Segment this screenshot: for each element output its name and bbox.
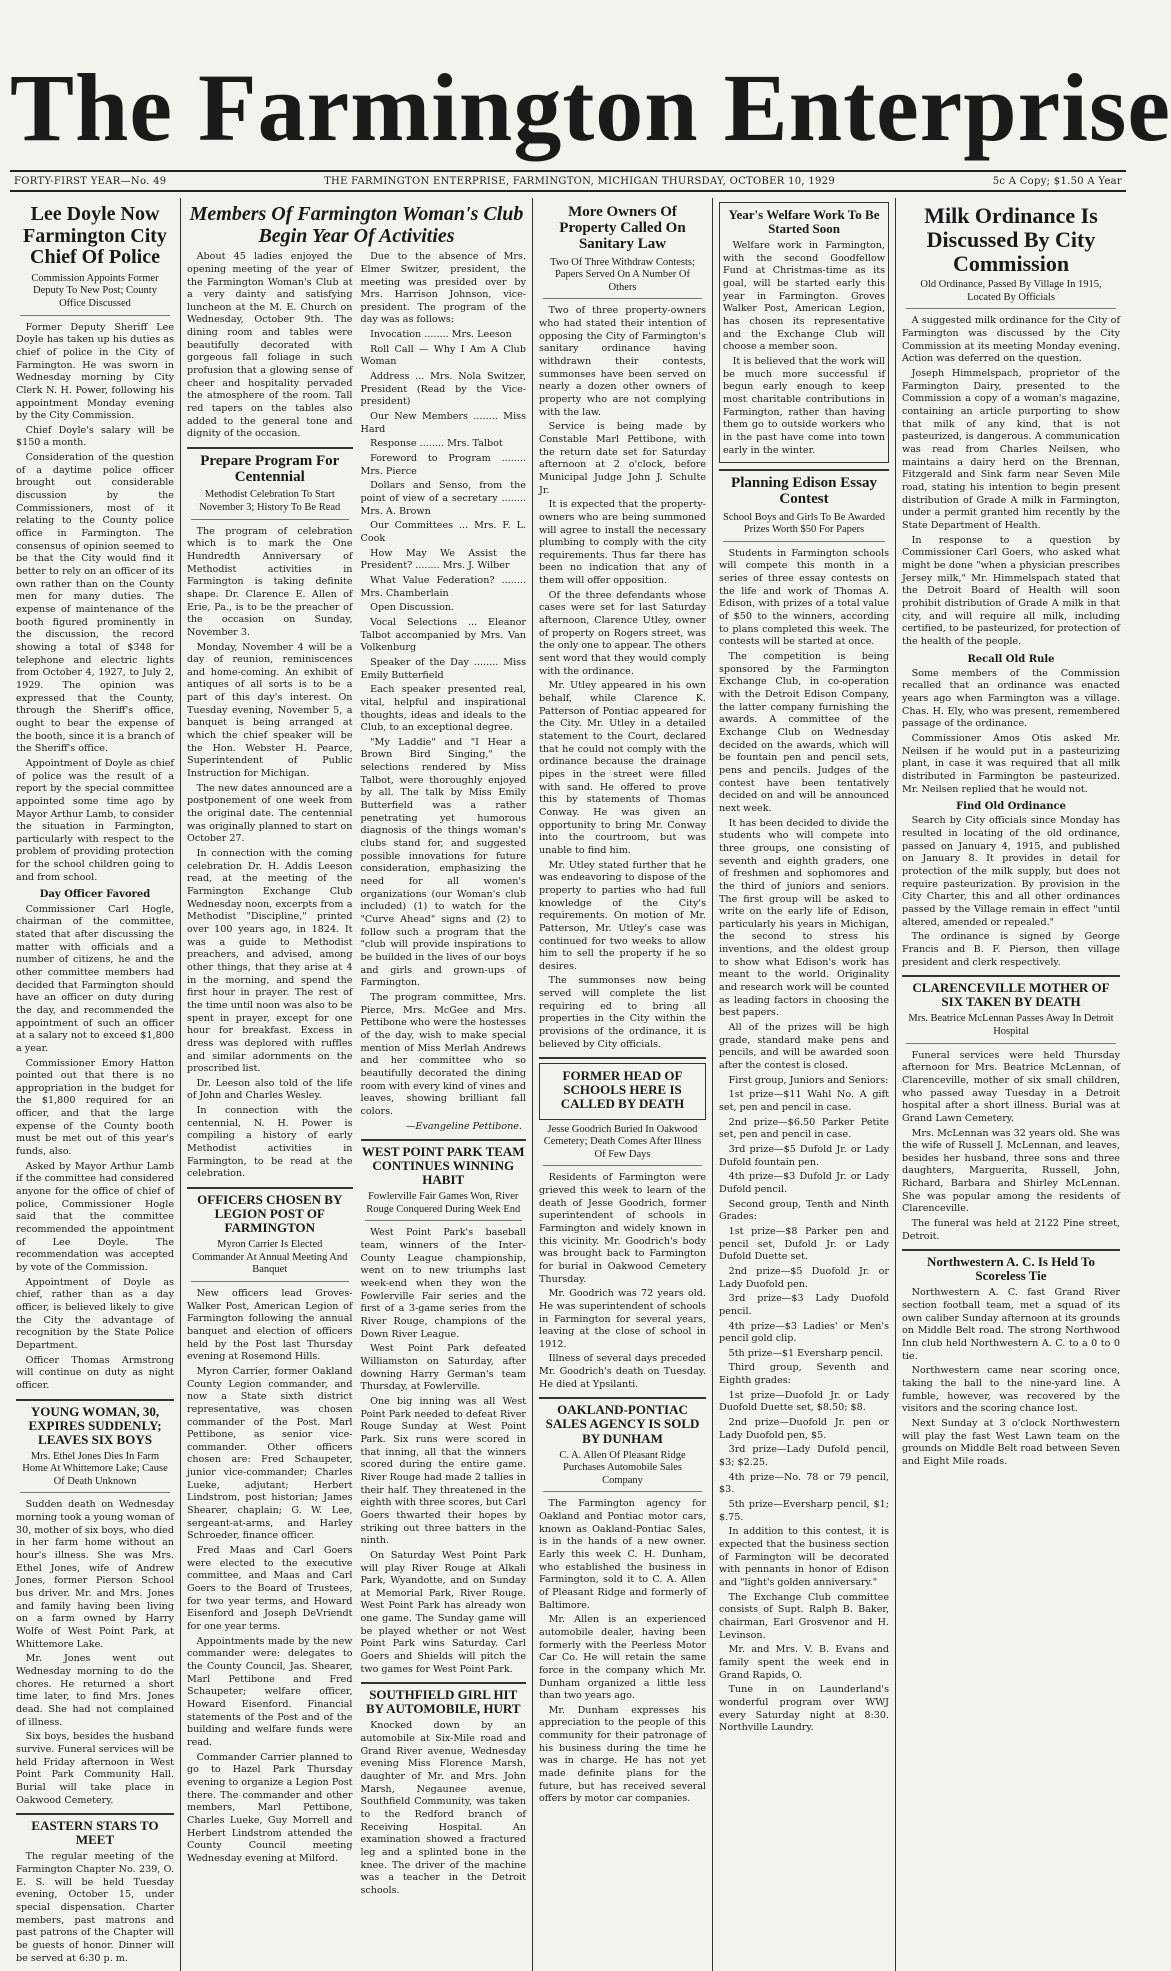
paragraph: It has been decided to divide the students who will compete into three groups, one consisting of seventh and eighth graders, one of freshmen and sophomores and the third of juniors and seniors. The first group will be asked to write on the early life of Edison, particularly his years in Michigan, the second to stress his inventions, and the oldest group to show what Edison's work has meant to the world. Originality and research work will be counted as leading factors in choosing the best papers.: [719, 817, 889, 1019]
divider: [719, 469, 889, 471]
edison-body: [719, 548, 889, 1073]
doyle-deck: Commission Appoints Former Deputy To New Post; County Office Discussed: [20, 273, 170, 316]
divider: [187, 447, 353, 449]
paragraph: "My Laddie" and "I Hear a Brown Bird Singing," the selections rendered by Miss Talbot, were thoroughly enjoyed by all. The talk by Miss Emily Butterfield was a rather penetrating yet humorous diagnosis of the things woman's clubs stand for, and suggested possible innovations for future consideration, emphasizing the need for all women's organizations (our Woman's club included) (1) to watch for the "Curve Ahead" signs and (2) to follow such a program that the "club will provide inspirations to be builded in the lives of our boys and girls and grown-ups of Farmington.: [360, 736, 526, 989]
paragraph: In connection with the centennial, N. H. Power is compiling a history of early Methodist activities in Farmington, to be read at the celebration.: [187, 1105, 353, 1180]
paragraph: Foreword to Program ........ Mrs. Pierce: [360, 453, 526, 477]
owners-body: [539, 305, 706, 1051]
paragraph: What Value Federation? ........ Mrs. Chamberlain: [360, 574, 526, 599]
column-5: [896, 198, 1126, 1971]
milk-subhead-1: Recall Old Rule: [967, 653, 1055, 665]
edison-headline: Planning Edison Essay Contest: [731, 475, 877, 508]
edison-deck: School Boys and Girls To Be Awarded Prizes Worth $50 For Papers: [723, 512, 885, 542]
paragraph: Welfare work in Farmington, with the second Goodfellow Fund at Christmas-time as its goal, will be started early this year in Farmington. Groves Walker Post, American Legion, has chosen its representative and the Exchange Club will choose a member soon.: [723, 240, 885, 353]
oakland-pontiac-headline: OAKLAND-PONTIAC SALES AGENCY IS SOLD BY DUNHAM: [545, 1402, 700, 1446]
doyle-body-2: [16, 904, 174, 1393]
womans-club-body-right: [361, 251, 527, 1118]
paragraph: Mrs. McLennan was 32 years old. She was the wife of Russell J. McLennan, and leaves, besides her husband, three sons and three daughters, Marguerita, Russell, John, Richard, Barbara and Shirley McLennan. She was popular among the residents of Clarenceville.: [902, 1127, 1120, 1215]
paragraph: One big inning was all West Point Park needed to defeat River Rouge Sunday at West Point Park. Six runs were scored in that inning, all that the winners scored during the entire game. River Rouge had made 2 tallies in their half. They threatened in the eighth with three scores, but Carl Goers thwarted their hopes by striking out three batters in the ninth.: [360, 1395, 526, 1547]
paragraph: West Point Park defeated Williamston on Saturday, after downing Harry German's team Thursday, at Fowlerville.: [360, 1343, 526, 1393]
paragraph: Appointments made by the new commander were: delegates to the County Council, Jas. Shearer, Marl Pettibone and Fred Schaupeter; welfare officer, Howard Eisenford. Financial statements of the Post and of the building and welfare funds were read.: [187, 1635, 353, 1748]
column-2: [181, 198, 533, 1971]
paragraph: Commissioner Amos Otis asked Mr. Neilsen if he would put in a pasteurizing plant, in case it was required that all milk distributed in Farmington be pasteurized. Mr. Neilsen replied that he would not.: [902, 732, 1120, 795]
paragraph: Two of three property-owners who had stated their intention of opposing the City of Farmington's sanitary ordinance having withdrawn their contests, summonses have been served on nearly a dozen other owners of property who are not complying with the law.: [539, 305, 706, 418]
paragraph: 4th prize—$3 Ladies' or Men's pencil gold clip.: [719, 1320, 889, 1345]
paragraph: Commander Carrier planned to go to Hazel Park Thursday evening to organize a Legion Post there. The commander and other members, Marl Pettibone, Charles Lueke, Guy Morrell and Herbert Lindstrom attended the County Council meeting Wednesday evening at Milford.: [187, 1751, 353, 1864]
former-head-deck: Jesse Goodrich Buried In Oakwood Cemetery; Death Comes After Illness Of Few Days: [543, 1124, 702, 1167]
paragraph: Mr. and Mrs. V. B. Evans and family spent the week end in Grand Rapids, O.: [719, 1644, 889, 1681]
paragraph: The funeral was held at 2122 Pine street, Detroit.: [902, 1218, 1120, 1242]
paragraph: The Exchange Club committee consists of Supt. Ralph B. Baker, chairman, Earl Grosvenor and H. Levinson.: [719, 1591, 889, 1641]
paragraph: Due to the absence of Mrs. Elmer Switzer, president, the meeting was presided over by Mrs. Harrison Johnson, vice-president. The program of the day was as follows:: [360, 251, 526, 326]
northwestern-body: [902, 1287, 1120, 1468]
west-point-deck: Fowlerville Fair Games Won, River Rouge Conquered During Week End: [365, 1191, 523, 1221]
paragraph: Some members of the Commission recalled that an ordinance was enacted years ago when Farmington was a village. Chas. H. Ely, who was present, remembered passage of the ordinance.: [902, 667, 1120, 730]
paragraph: The Farmington agency for Oakland and Pontiac motor cars, known as Oakland-Pontiac Sales, is in the hands of a new owner. Early this week C. H. Dunham, who established the business in Farmington, sold it to C. A. Allen of Pleasant Ridge and formerly of Baltimore.: [539, 1498, 706, 1611]
paragraph: Vocal Selections ... Eleanor Talbot accompanied by Mrs. Van Volkenburg: [360, 616, 526, 654]
edison-prizes: [719, 1075, 889, 1525]
paragraph: Illness of several days preceded Mr. Goodrich's death on Tuesday. He died at Ypsilanti.: [539, 1353, 706, 1390]
divider: [187, 1187, 353, 1189]
former-head-body: [539, 1172, 706, 1391]
column-4: [713, 198, 896, 1971]
paragraph: 1st prize—Duofold Jr. or Lady Duofold Duette set, $8.50; $8.: [719, 1389, 889, 1414]
legion-body: [187, 1288, 353, 1866]
paragraph: In response to a question by Commissioner Carl Goers, who asked what might be done "when a physician prescribes Jersey milk," Mr. Himmelspach stated that the Detroit Board of Health will soon prohibit distribution of Grade A milk in that city, and will require all milk, including certified, to be pasteurized, for protection of the health of the people.: [902, 534, 1120, 647]
paragraph: Monday, November 4 will be a day of reunion, reminiscences and home-coming. An exhibit of antiques of all sorts is to be a part of this day's interest. On Tuesday evening, November 5, a banquet is being arranged at which the chief speaker will be the Hon. Webster H. Pearce, Superintendent of Public Instruction for Michigan.: [187, 641, 353, 780]
paragraph: Response ........ Mrs. Talbot: [370, 438, 503, 450]
paragraph: 5th prize—Eversharp pencil, $1; $.75.: [719, 1499, 889, 1523]
womans-club-signature: —Evangeline Pettibone.: [405, 1120, 522, 1132]
paragraph: Of the three defendants whose cases were set for last Saturday afternoon, Clarence Utley, owner of property on Rogers street, was the only one to appear. The others sent word that they would comply with the ordinance.: [539, 589, 706, 677]
centennial-deck: Methodist Celebration To Start November 3; History To Be Read: [191, 489, 349, 519]
young-woman-deck: Mrs. Ethel Jones Dies In Farm Home At Whittemore Lake; Cause Of Death Unknown: [20, 1451, 170, 1494]
newspaper-title: The Farmington Enterprise: [10, 54, 1171, 161]
paragraph: Roll Call — Why I Am A Club Woman: [360, 343, 526, 368]
paragraph: 3rd prize—$3 Lady Duofold pencil.: [719, 1293, 889, 1317]
milk-headline: Milk Ordinance Is Discussed By City Commission: [924, 203, 1098, 276]
paragraph: Residents of Farmington were grieved this week to learn of the death of Jesse Goodrich, former superintendent of schools in Farmington and widely known in this vicinity. Mr. Goodrich's body was brought back to Farmington for burial in Oakwood Cemetery Thursday.: [539, 1172, 706, 1285]
paragraph: It is expected that the property-owners who are being summoned will agree to install the necessary plumbing to comply with the city requirements. Thus far there has been no indication that any of them will offer opposition.: [539, 499, 706, 587]
paragraph: Consideration of the question of a daytime police officer brought out considerable discussion by the Commissioners, most of it relating to the County police office in Farmington. The consensus of opinion seemed to be that the City would find it better to rely on an officer of its own rather than on the County men for many duties. The expense of maintenance of the booth figured prominently in the discussion, the record showing a total of $348 for telephone and electric lights from October 4, 1927, to July 2, 1929. The opinion was expressed that the County, through the Sheriff's office, ought to bear the expense of the booth, since it is a branch of the Sheriff's office.: [16, 452, 174, 755]
paragraph: It is believed that the work will be much more successful if begun early enough to keep most charitable contributions in Farmington, rather than having them go to outside workers who in the past have come into town early in the winter.: [723, 355, 885, 456]
paragraph: Mr. Utley stated further that he was endeavoring to dispose of the property to parties who had full knowledge of the City's requirements. On motion of Mr. Patterson, Mr. Utley's case was continued for two weeks to allow him to sell the property if he so desires.: [539, 859, 706, 972]
paragraph: Dollars and Senso, from the point of view of a secretary ........ Mrs. A. Brown: [360, 480, 526, 517]
welfare-body: [723, 240, 885, 457]
paragraph: Mr. Allen is an experienced automobile dealer, having been formerly with the Peerless Motor Car Co. He will retain the same force in the company which Mr. Dunham organized a little less than two years ago.: [539, 1614, 706, 1702]
column-1: [10, 198, 181, 1971]
paragraph: Tune in on Launderland's wonderful program over WWJ every Saturday night at 8:30. Northville Laundry.: [719, 1684, 889, 1734]
paragraph: Second group, Tenth and Ninth Grades:: [719, 1198, 889, 1223]
year-number: FORTY-FIRST YEAR—No. 49: [14, 175, 167, 187]
paragraph: How May We Assist the President? ........ Mrs. J. Wilber: [360, 547, 526, 572]
divider: [902, 975, 1120, 977]
welfare-box: [719, 202, 889, 463]
west-point-body: [361, 1227, 527, 1676]
masthead: [10, 0, 1171, 161]
young-woman-headline: YOUNG WOMAN, 30, EXPIRES SUDDENLY; LEAVES SIX BOYS: [28, 1403, 162, 1447]
paragraph: Next Sunday at 3 o'clock Northwestern will play the fast West Lawn team on the grounds on Middle Belt road between Seven and Eight Mile roads.: [902, 1418, 1120, 1467]
former-head-headline: FORMER HEAD OF SCHOOLS HERE IS CALLED BY DEATH: [560, 1068, 685, 1112]
paragraph: The program of celebration which is to mark the One Hundredth Anniversary of Methodist activities in Farmington is taking definite shape. Dr. Clarence E. Allen of Erie, Pa., is to be the preacher of the occasion on Sunday, November 3.: [187, 525, 353, 638]
paragraph: Asked by Mayor Arthur Lamb if the committee had considered anyone for the office of chief of police, Commissioner Hogle said that the committee recommended the appointment of Lee Doyle. The recommendation was accepted by vote of the Commission.: [16, 1160, 174, 1273]
paragraph: The summonses now being served will complete the list requiring ed to bring all properties in the City within the provisions of the ordinance, it is believed by City officials.: [539, 975, 706, 1050]
paragraph: Commissioner Emory Hatton pointed out that there is no appropriation in the budget for the $1,800 required for an officer, and that the large expense of the County booth must be met out of this year's funds, also.: [16, 1057, 174, 1158]
paragraph: Chief Doyle's salary will be $150 a month.: [16, 424, 174, 449]
paragraph: 4th prize—$3 Dufold Jr. or Lady Dufold pencil.: [719, 1171, 889, 1195]
paragraph: 2nd prize—$5 Duofold Jr. or Lady Duofold pen.: [719, 1265, 889, 1290]
eastern-stars-headline: EASTERN STARS TO MEET: [31, 1818, 159, 1848]
paragraph: All of the prizes will be high grade, standard make pens and pencils, and will be awarded soon after the contest is closed.: [719, 1022, 889, 1072]
paragraph: Commissioner Carl Hogle, chairman of the committee, stated that after discussing the matter with officials and a number of citizens, he and the other committee members had decided that Farmington should have an officer on duty during the day, and recommended the appointment of such an officer at a salary not to exceed $1,800 a year.: [16, 903, 174, 1054]
paragraph: Mr. Jones went out Wednesday morning to do the chores. He returned a short time later, to find Mrs. Jones dead. She had not complained of illness.: [16, 1653, 174, 1728]
divider: [539, 1397, 706, 1399]
southfield-girl-body: [361, 1720, 527, 1897]
paragraph: Sudden death on Wednesday morning took a young woman of 30, mother of six boys, who died in her farm home without an hour's illness. She was Mrs. Ethel Jones, wife of Andrew Jones, former Pierson School bus driver. Mr. and Mrs. Jones and family having been living on a farm owned by Harry Wolfe of West Point Park, at Whittemore Lake.: [16, 1499, 174, 1650]
paragraph: Mr. Dunham expresses his appreciation to the people of this community for their patronage of his business during the time he was in charge. He has not yet made definite plans for the future, but has received several offers by motor car companies.: [539, 1704, 706, 1805]
eastern-stars-body: [16, 1851, 174, 1965]
paragraph: In connection with the coming celebration Dr. H. Addis Leeson read, at the meeting of the Farmington Exchange Club Wednesday noon, excerpts from a Methodist "Discipline," printed over 100 years ago, in 1824. It was a guide to Methodist preachers, and advised, among other things, that they arise at 4 in the morning, and spend the first hour in prayer. The rest of the time until noon was also to be spent in prayer, except for one hour for breakfast. Excess in dress was deplored with ruffles and similar adornments on the proscribed list.: [187, 848, 353, 1075]
paragraph: 3rd prize—$5 Dufold Jr. or Lady Dufold fountain pen.: [719, 1143, 889, 1168]
divider: [361, 1139, 527, 1141]
paragraph: Dr. Leeson also told of the life of John and Charles Wesley.: [187, 1077, 353, 1102]
paragraph: 4th prize—No. 78 or 79 pencil, $3.: [719, 1471, 889, 1496]
paragraph: 5th prize—$1 Eversharp pencil.: [728, 1347, 884, 1359]
divider: [16, 1813, 174, 1815]
centennial-headline: Prepare Program For Centennial: [200, 453, 340, 486]
paragraph: The new dates announced are a postponement of one week from the original date. The centennial was originally planned to start on October 27.: [187, 782, 353, 845]
paragraph: A suggested milk ordinance for the City of Farmington was discussed by the City Commission at its meeting Monday evening. Action was deferred on the question.: [902, 315, 1120, 365]
paragraph: The program committee, Mrs. Pierce, Mrs. McGee and Mrs. Pettibone who were the hostesses of the day, wish to make special mention of Miss Merlah Andrews and her committee who so beautifully decorated the dining room with every kind of vines and leaves, showing brilliant fall colors.: [360, 991, 526, 1117]
paragraph: Northwestern came near scoring once, taking the ball to the nine-yard line. A fumble, however, was recovered by the visitors and the scoring chance lost.: [902, 1365, 1120, 1415]
womans-club-headline: Members Of Farmington Woman's Club Begin Year Of Activities: [189, 203, 524, 247]
paragraph: First group, Juniors and Seniors:: [728, 1074, 889, 1086]
paragraph: Former Deputy Sheriff Lee Doyle has taken up his duties as chief of police in the City of Farmington. He was sworn in Wednesday morning by City Clerk N. H. Power, following his appointment Monday evening by the City Commission.: [16, 321, 174, 422]
paragraph: 3rd prize—Lady Dufold pencil, $3; $2.25.: [719, 1444, 889, 1469]
milk-subhead-2: Find Old Ordinance: [956, 801, 1066, 813]
paragraph: Search by City officials since Monday has resulted in locating of the old ordinance, passed on January 4, 1915, and published on January 8. It provides in detail for protection of the milk supply, but does not require pasteurization. By provision in the City Charter, this and all other ordinances passed by the Village remain in effect "until altered, amended or repealed.": [902, 815, 1120, 928]
dateline-text: THE FARMINGTON ENTERPRISE, FARMINGTON, MICHIGAN THURSDAY, OCTOBER 10, 1929: [324, 175, 835, 187]
paragraph: About 45 ladies enjoyed the opening meeting of the year of the Farmington Woman's Club at a very dainty and satisfying luncheon at the M. E. Church on Wednesday, October 9th. The dining room and tables were beautifully decorated with gorgeous fall foliage in such profusion that a glowing sense of cheer and hospitality pervaded the atmosphere of the room. Tall red tapers on the tables also added to the general tone and dignity of the occasion.: [187, 251, 353, 440]
divider: [539, 1057, 706, 1059]
columns: [10, 198, 1126, 1964]
legion-headline: OFFICERS CHOSEN BY LEGION POST OF FARMINGTON: [197, 1192, 343, 1236]
paragraph: Funeral services were held Thursday afternoon for Mrs. Beatrice McLennan, of Clarenceville, mother of six small children, who passed away Tuesday in a Detroit hospital after a short illness. Burial was at Grand Lawn Cemetery.: [902, 1049, 1120, 1124]
paragraph: Students in Farmington schools will compete this month in a series of three essay contests on the life and work of Thomas A. Edison, with prizes of a total value of $50 to the winners, according to plans completed this week. The contests will be started at once.: [719, 547, 889, 648]
clarenceville-deck: Mrs. Beatrice McLennan Passes Away In Detroit Hospital: [906, 1013, 1116, 1043]
doyle-body: [16, 322, 174, 885]
paragraph: Joseph Himmelspach, proprietor of the Farmington Dairy, presented to the Commission a copy of a woman's magazine, containing an article purporting to show that milk of any kind, that is not pasteurized, is dangerous. A communication was read from Charles Neilsen, who maintains a dairy herd on the Brennan, Fitzgerald and Sink farm near Seven Mile road, stating his intention to begin present distribution of Grade A milk in Farmington, under a permit granted him recently by the State Department of Health.: [902, 368, 1120, 531]
paragraph: 2nd prize—Duofold Jr. pen or Lady Duofold pen, $5.: [719, 1417, 889, 1441]
paragraph: 1st prize—$8 Parker pen and pencil set, Dufold Jr. or Lady Dufold Duette set.: [719, 1225, 889, 1263]
paragraph: Speaker of the Day ........ Miss Emily Butterfield: [360, 656, 526, 681]
milk-body: [902, 315, 1120, 648]
paragraph: Mr. Utley appeared in his own behalf, while Clarence K. Patterson of Pontiac appeared for the City. Mr. Utley in a detailed statement to the Court, declared that he could not comply with the ordinance because the drainage pipes in the street were filled with sand. He offered to prove this by statements of Thomas Conway. He was given an opportunity to bring Mr. Conway into the courtroom, but was unable to find him.: [539, 680, 706, 856]
paragraph: On Saturday West Point Park will play River Rouge at Alkali Park, Wyandotte, and on Sunday at Memorial Park, River Rouge. West Point Park has already won one game. The Sunday game will be played whether or not West Point Park wins Saturday. Carl Goers and Shields will pitch the two games for West Point Park.: [360, 1549, 526, 1675]
legion-deck: Myron Carrier Is Elected Commander At Annual Meeting And Banquet: [191, 1239, 349, 1282]
paragraph: Knocked down by an automobile at Six-Mile road and Grand River avenue, Wednesday evening Miss Florence Marsh, daughter of Mr. and Mrs. John Marsh, Negaunee avenue, Southfield Community, was taken to the Redford branch of Receiving Hospital. An examination showed a fractured leg and a splinted bone in the knee. The driver of the machine was a teacher in the Detroit schools.: [360, 1720, 526, 1896]
welfare-headline: Year's Welfare Work To Be Started Soon: [728, 207, 880, 237]
paragraph: Address ... Mrs. Nola Switzer, President (Read by the Vice-president): [360, 371, 526, 408]
paragraph: Appointment of Doyle as chief of police was the result of a report by the special committee appointed some time ago by Mayor Arthur Lamb, to consider the situation in Farmington, particularly with respect to the problem of providing protection for the school children going to and from school.: [16, 757, 174, 883]
paragraph: 2nd prize—$6.50 Parker Petite set, pen and pencil in case.: [719, 1116, 889, 1141]
milk-body-2: [902, 668, 1120, 797]
paragraph: The ordinance is signed by George Francis and B. F. Pierson, then village president and clerk respectively.: [902, 931, 1120, 968]
paragraph: Each speaker presented real, vital, helpful and inspirational thoughts, ideas and ideals to the Club, to an exceptional degree.: [360, 684, 526, 734]
paragraph: The regular meeting of the Farmington Chapter No. 239, O. E. S. will be held Tuesday evening, October 15, under special dispensation. Charter members, past matrons and past patrons of the Chapter will be guests of honor. Dinner will be served at 6:30 p. m.: [16, 1851, 174, 1964]
womans-club-body-left: [187, 251, 353, 441]
paragraph: 1st prize—$11 Wahl No. A gift set, pen and pencil in case.: [719, 1089, 889, 1113]
divider: [902, 1249, 1120, 1251]
clarenceville-body: [902, 1050, 1120, 1244]
edison-body-2: [719, 1526, 889, 1735]
doyle-subhead: Day Officer Favored: [39, 889, 151, 901]
former-head-box: [539, 1063, 706, 1119]
paragraph: Invocation ........ Mrs. Leeson: [370, 329, 512, 341]
column-3: [533, 198, 713, 1971]
owners-deck: Two Of Three Withdraw Contests; Papers Served On A Number Of Others: [543, 257, 702, 300]
price-text: 5c A Copy; $1.50 A Year: [992, 175, 1122, 187]
paragraph: Our New Members ........ Miss Hard: [360, 411, 526, 435]
paragraph: Service is being made by Constable Marl Pettibone, with the return date set for Saturday afternoon at 2 o'clock, before Municipal Judge John J. Schulte Jr.: [539, 421, 706, 496]
paragraph: Officer Thomas Armstrong will continue on duty as night officer.: [16, 1354, 174, 1391]
paragraph: Our Committees ... Mrs. F. L. Cook: [360, 520, 526, 544]
northwestern-headline: Northwestern A. C. Is Held To Scoreless Tie: [927, 1254, 1095, 1284]
centennial-body: [187, 526, 353, 1181]
clarenceville-headline: CLARENCEVILLE MOTHER OF SIX TAKEN BY DEATH: [912, 980, 1110, 1010]
paragraph: In addition to this contest, it is expected that the business section of Farmington will be decorated with pennants in honor of Edison and "light's golden anniversary.": [719, 1526, 889, 1588]
owners-headline: More Owners Of Property Called On Sanitary Law: [559, 204, 686, 253]
milk-deck: Old Ordinance, Passed By Village In 1915, Located By Officials: [906, 279, 1116, 309]
column-2-left: [187, 251, 353, 1899]
column-2-right: [361, 251, 527, 1899]
paragraph: West Point Park's baseball team, winners of the Inter-County League championship, went on to new triumphs last week-end when they won the Fowlerville Fair series and the first of a 3-game series from the River Rouge, champions of the Down River League.: [360, 1227, 526, 1340]
doyle-headline: Lee Doyle Now Farmington City Chief Of Police: [23, 203, 167, 269]
paragraph: Myron Carrier, former Oakland County Legion commander, and now a State sixth district representative, was chosen commander of the Post. Marl Pettibone, as senior vice-commander. Other officers chosen are: Fred Schaupeter, junior vice-commander; Charles Lueke, adjutant; Herbert Lindstrom, post historian; James Shearer, chaplain; G. W. Lee, sergeant-at-arms, and Harley Schroeder, finance officer.: [187, 1365, 353, 1542]
young-woman-body: [16, 1499, 174, 1807]
dateline-bar: [10, 170, 1126, 192]
west-point-headline: WEST POINT PARK TEAM CONTINUES WINNING HABIT: [361, 1144, 525, 1188]
paragraph: Fred Maas and Carl Goers were elected to the executive committee, and Maas and Carl Goers to the Board of Trustees, for two year terms, and Howard Eisenford and Joseph DeVriendt for one year terms.: [187, 1545, 353, 1632]
paragraph: New officers lead Groves-Walker Post, American Legion of Farmington following the annual banquet and election of officers held by the Post last Thursday evening at Rosemond Hills.: [187, 1287, 353, 1363]
column-2-subcolumns: [187, 251, 526, 1899]
divider: [361, 1682, 527, 1684]
paragraph: The competition is being sponsored by the Farmington Exchange Club, in co-operation with the Detroit Edison Company, the latter company furnishing the awards. A committee of the Exchange Club on Wednesday decided on the awards, which will be fountain pen and pencil sets, pens and pencils. Judges of the contest have been tentatively decided on and will be announced next week.: [719, 651, 889, 814]
paragraph: Mr. Goodrich was 72 years old. He was superintendent of schools in Farmington for several years, leaving at the close of school in 1912.: [539, 1288, 706, 1350]
divider: [16, 1399, 174, 1401]
paragraph: Open Discussion.: [370, 602, 455, 614]
milk-body-3: [902, 815, 1120, 969]
oakland-pontiac-body: [539, 1498, 706, 1806]
paragraph: Appointment of Doyle as chief, rather than as a day officer, is believed likely to give the City the advantage of recognition by the State Police Department.: [16, 1276, 174, 1351]
paragraph: Northwestern A. C. fast Grand River section football team, met a squad of its own caliber Sunday afternoon at its grounds on Middle Belt road. The strong Northwood Inn club held Northwestern A. C. to a 0 to 0 tie.: [902, 1287, 1120, 1362]
oakland-pontiac-deck: C. A. Allen Of Pleasant Ridge Purchases Automobile Sales Company: [543, 1450, 702, 1493]
paragraph: Six boys, besides the husband survive. Funeral services will be held Friday afternoon in West Point Park Community Hall. Burial will take place in Oakwood Cemetery.: [16, 1731, 174, 1806]
southfield-girl-headline: SOUTHFIELD GIRL HIT BY AUTOMOBILE, HURT: [366, 1687, 521, 1717]
paragraph: Third group, Seventh and Eighth grades:: [719, 1362, 889, 1387]
